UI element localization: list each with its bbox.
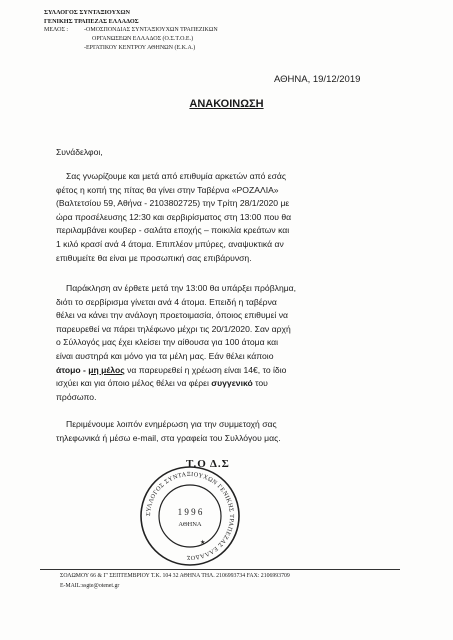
member-label: ΜΕΛΟΣ : (44, 27, 69, 33)
separator: - (80, 364, 89, 375)
text-fragment: ισχύει και για όποιο μέλος θέλει να φέρει (56, 378, 212, 389)
paragraph-1 (56, 170, 356, 265)
paragraph-3 (56, 418, 356, 445)
text-line: επιθυμείτε θα είναι με προσωπική σας επιβάρυνση. (56, 252, 252, 263)
text-fragment: να παρευρεθεί η χρέωση είναι 14€, το ίδιο (124, 364, 287, 375)
text-line: Περιμένουμε λοιπόν ενημέρωση για την συμμετοχή σας (66, 419, 277, 429)
text-line: φέτος η κοπή της πίτας θα γίνει στην Ταβέρνα «ΡΟΖΑΛΙΑ» (56, 184, 279, 195)
footer-address: ΣΟΛΩΜΟΥ 66 & Γ' ΣΕΠΤΕΜΒΡΙΟΥ Τ.Κ. 104 32 ΑΘΗΝΑ ΤΗΛ. 2106993734 FAX: 2106993709 (60, 573, 290, 579)
member-line: -ΟΜΟΣΠΟΝΔΙΑΣ ΣΥΝΤΑΞΙΟΥΧΩΝ ΤΡΑΠΕΖΙΚΩΝ (84, 27, 218, 33)
footer-divider (40, 569, 400, 570)
text-line: τηλεφωνικά ή μέσω e-mail, στα γραφεία του Συλλόγου μας. (56, 432, 281, 443)
text-line: θέλει να κάνει την ανάλογη προετοιμασία, όποιος επιθυμεί να (56, 310, 288, 321)
letter-date: ΑΘΗΝΑ, 19/12/2019 (274, 74, 361, 85)
text-line: είναι αυστηρά και μόνο για τα μέλη μας. Εάν θέλει κάποιο (56, 350, 274, 361)
text-fragment: του (252, 378, 268, 389)
bank-name: ΓΕΝΙΚΗΣ ΤΡΑΠΕΖΑΣ ΕΛΛΑΔΟΣ (44, 18, 139, 25)
text-line: ώρα προσέλευσης 12:30 και σερβιρίσματος στη 13:00 που θα (56, 211, 292, 222)
text-line (56, 364, 356, 378)
stamp-city: ΑΘΗΝΑ (178, 521, 202, 528)
stamp-year: 1 9 9 6 (177, 507, 203, 517)
signature: Τ.Ο Δ.Σ (186, 458, 230, 470)
text-line: (Βαλτετσίου 59, Αθήνα - 2103802725) την Τρίτη 28/1/2020 με (56, 198, 290, 209)
org-name: ΣΥΛΛΟΓΟΣ ΣΥΝΤΑΞΙΟΥΧΩΝ (44, 9, 130, 16)
page-title: ΑΝΑΚΟΙΝΩΣΗ (189, 98, 264, 110)
bold-word-relative: συγγενικό (211, 378, 253, 389)
letterhead (44, 8, 218, 53)
membership-block (44, 26, 218, 53)
association-stamp (138, 464, 242, 568)
text-line: ο Σύλλογός μας έχει κλείσει την αίθουσα για 100 άτομα και (56, 337, 279, 348)
text-line: παρευρεθεί να πάρει τηλέφωνο μέχρι τις 20/1/2020. Σαν αρχή (56, 323, 291, 334)
bold-word-non-member: μη μέλος (88, 364, 125, 375)
member-line: ΟΡΓΑΝΩΣΕΩΝ ΕΛΛΑΔΟΣ (Ο.Σ.Τ.Ο.Ε.) (92, 36, 194, 42)
stamp-ring-text: ΣΥΛΛΟΓΟΣ ΣΥΝΤΑΞΙΟΥΧΩΝ ΓΕΝΙΚΗΣ ΤΡΑΠΕΖΑΣ ΕΛΛΑΔΟΣ (144, 470, 236, 562)
star-icon: ★ (200, 539, 206, 546)
text-line: Παράκληση αν έρθετε μετά την 13:00 θα υπάρξει πρόβλημα, (66, 283, 297, 293)
text-line: περιλαμβάνει κουβερ - σαλάτα εποχής – ποικιλία κρεάτων και (56, 225, 290, 236)
greeting: Συνάδελφοι, (56, 147, 103, 157)
text-line: διότι το σερβίρισμα γίνεται ανά 4 άτομα. Επειδή η ταβέρνα (56, 296, 277, 307)
text-line: πρόσωπο. (56, 391, 97, 402)
member-line: -ΕΡΓΑΤΙΚΟΥ ΚΕΝΤΡΟΥ ΑΘΗΝΩΝ (Ε.Κ.Α.) (84, 45, 196, 51)
bold-word-person: άτομο (56, 364, 81, 375)
footer-email: E-MAIL:ssgte@otenet.gr (60, 583, 120, 589)
text-line: Σας γνωρίζουμε και μετά από επιθυμία αρκετών από εσάς (66, 171, 287, 181)
paragraph-2 (56, 282, 356, 404)
text-line (56, 377, 356, 391)
text-line: 1 κιλό κρασί ανά 4 άτομα. Επιπλέον μπύρες, αναψυκτικά αν (56, 238, 284, 249)
